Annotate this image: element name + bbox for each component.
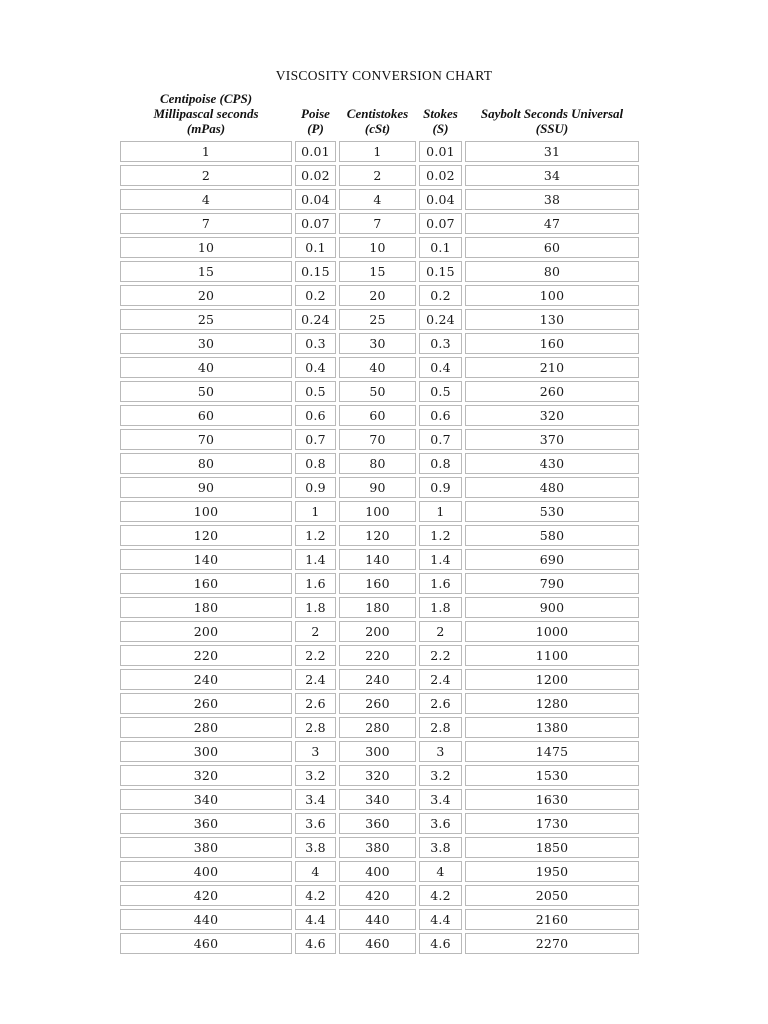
poise-cell: 2 [295, 621, 336, 642]
table-row [120, 621, 639, 642]
viscosity-table [117, 88, 642, 957]
centipoise-cell: 80 [120, 453, 292, 474]
saybolt-cell: 160 [465, 333, 639, 354]
table-row [120, 861, 639, 882]
table-row [120, 669, 639, 690]
table-row [120, 285, 639, 306]
saybolt-cell: 1000 [465, 621, 639, 642]
centipoise-cell: 280 [120, 717, 292, 738]
table-row [120, 357, 639, 378]
table-row [120, 405, 639, 426]
centistokes-cell: 20 [339, 285, 416, 306]
poise-cell: 0.6 [295, 405, 336, 426]
centistokes-cell: 90 [339, 477, 416, 498]
centipoise-cell: 160 [120, 573, 292, 594]
poise-cell: 0.07 [295, 213, 336, 234]
stokes-cell: 0.07 [419, 213, 462, 234]
centipoise-cell: 2 [120, 165, 292, 186]
centipoise-cell: 7 [120, 213, 292, 234]
stokes-cell: 0.4 [419, 357, 462, 378]
stokes-cell: 2.2 [419, 645, 462, 666]
stokes-cell: 4.6 [419, 933, 462, 954]
centipoise-cell: 10 [120, 237, 292, 258]
table-row [120, 213, 639, 234]
centipoise-cell: 240 [120, 669, 292, 690]
saybolt-cell: 1380 [465, 717, 639, 738]
stokes-cell: 2 [419, 621, 462, 642]
saybolt-cell: 580 [465, 525, 639, 546]
centistokes-cell: 1 [339, 141, 416, 162]
saybolt-cell: 430 [465, 453, 639, 474]
stokes-cell: 0.2 [419, 285, 462, 306]
poise-cell: 3.8 [295, 837, 336, 858]
centistokes-cell: 2 [339, 165, 416, 186]
stokes-cell: 3.8 [419, 837, 462, 858]
stokes-cell: 0.5 [419, 381, 462, 402]
saybolt-cell: 530 [465, 501, 639, 522]
centipoise-cell: 50 [120, 381, 292, 402]
stokes-cell: 1.6 [419, 573, 462, 594]
centipoise-cell: 320 [120, 765, 292, 786]
saybolt-cell: 480 [465, 477, 639, 498]
header-line: (P) [307, 121, 324, 136]
poise-cell: 0.7 [295, 429, 336, 450]
poise-cell: 0.24 [295, 309, 336, 330]
centipoise-cell: 460 [120, 933, 292, 954]
centistokes-cell: 180 [339, 597, 416, 618]
table-row [120, 189, 639, 210]
header-line: Centistokes [346, 106, 409, 121]
poise-cell: 0.9 [295, 477, 336, 498]
stokes-cell: 4 [419, 861, 462, 882]
saybolt-cell: 790 [465, 573, 639, 594]
stokes-cell: 3.2 [419, 765, 462, 786]
saybolt-cell: 260 [465, 381, 639, 402]
poise-cell: 1.4 [295, 549, 336, 570]
saybolt-cell: 1950 [465, 861, 639, 882]
centistokes-cell: 340 [339, 789, 416, 810]
poise-cell: 0.3 [295, 333, 336, 354]
saybolt-cell: 1730 [465, 813, 639, 834]
saybolt-cell: 900 [465, 597, 639, 618]
table-row [120, 885, 639, 906]
centipoise-cell: 200 [120, 621, 292, 642]
saybolt-cell: 1630 [465, 789, 639, 810]
centistokes-cell: 260 [339, 693, 416, 714]
poise-cell: 0.01 [295, 141, 336, 162]
poise-cell: 0.02 [295, 165, 336, 186]
stokes-cell: 1.2 [419, 525, 462, 546]
table-row [120, 573, 639, 594]
centistokes-cell: 420 [339, 885, 416, 906]
saybolt-cell: 690 [465, 549, 639, 570]
centipoise-cell: 340 [120, 789, 292, 810]
poise-cell: 0.15 [295, 261, 336, 282]
centistokes-cell: 200 [339, 621, 416, 642]
poise-cell: 0.8 [295, 453, 336, 474]
header-line: (SSU) [535, 121, 569, 136]
header-poise [295, 91, 336, 138]
centistokes-cell: 80 [339, 453, 416, 474]
header-line: (cSt) [364, 121, 391, 136]
table-row [120, 645, 639, 666]
saybolt-cell: 2270 [465, 933, 639, 954]
centipoise-cell: 60 [120, 405, 292, 426]
table-row [120, 477, 639, 498]
table-row [120, 141, 639, 162]
table-row [120, 741, 639, 762]
centistokes-cell: 380 [339, 837, 416, 858]
table-row [120, 165, 639, 186]
stokes-cell: 1 [419, 501, 462, 522]
poise-cell: 4.4 [295, 909, 336, 930]
saybolt-cell: 2050 [465, 885, 639, 906]
table-row [120, 333, 639, 354]
centipoise-cell: 30 [120, 333, 292, 354]
table-row [120, 909, 639, 930]
table-row [120, 501, 639, 522]
table-row [120, 381, 639, 402]
centistokes-cell: 40 [339, 357, 416, 378]
stokes-cell: 3 [419, 741, 462, 762]
saybolt-cell: 1530 [465, 765, 639, 786]
table-body [120, 141, 639, 954]
centistokes-cell: 120 [339, 525, 416, 546]
header-line: Stokes [423, 106, 458, 121]
centistokes-cell: 240 [339, 669, 416, 690]
centipoise-cell: 1 [120, 141, 292, 162]
saybolt-cell: 31 [465, 141, 639, 162]
stokes-cell: 0.24 [419, 309, 462, 330]
stokes-cell: 0.04 [419, 189, 462, 210]
header-stokes [419, 91, 462, 138]
centipoise-cell: 120 [120, 525, 292, 546]
poise-cell: 3.6 [295, 813, 336, 834]
saybolt-cell: 38 [465, 189, 639, 210]
poise-cell: 3 [295, 741, 336, 762]
centipoise-cell: 180 [120, 597, 292, 618]
saybolt-cell: 320 [465, 405, 639, 426]
header-centistokes [339, 91, 416, 138]
table-row [120, 453, 639, 474]
poise-cell: 2.2 [295, 645, 336, 666]
table-row [120, 837, 639, 858]
poise-cell: 0.1 [295, 237, 336, 258]
header-line: Centipoise (CPS) [159, 91, 253, 106]
poise-cell: 4.6 [295, 933, 336, 954]
centistokes-cell: 4 [339, 189, 416, 210]
saybolt-cell: 1850 [465, 837, 639, 858]
table-row [120, 813, 639, 834]
saybolt-cell: 100 [465, 285, 639, 306]
header-line: (S) [432, 121, 449, 136]
stokes-cell: 0.3 [419, 333, 462, 354]
centistokes-cell: 10 [339, 237, 416, 258]
table-row [120, 429, 639, 450]
header-saybolt [465, 91, 639, 138]
stokes-cell: 0.9 [419, 477, 462, 498]
stokes-cell: 2.6 [419, 693, 462, 714]
stokes-cell: 2.8 [419, 717, 462, 738]
centipoise-cell: 90 [120, 477, 292, 498]
centistokes-cell: 30 [339, 333, 416, 354]
header-line: Saybolt Seconds Universal [480, 106, 624, 121]
saybolt-cell: 60 [465, 237, 639, 258]
saybolt-cell: 1475 [465, 741, 639, 762]
saybolt-cell: 47 [465, 213, 639, 234]
header-line: (mPas) [186, 121, 226, 136]
centistokes-cell: 140 [339, 549, 416, 570]
centipoise-cell: 40 [120, 357, 292, 378]
table-row [120, 597, 639, 618]
saybolt-cell: 1280 [465, 693, 639, 714]
table-row [120, 765, 639, 786]
poise-cell: 1.2 [295, 525, 336, 546]
stokes-cell: 3.6 [419, 813, 462, 834]
stokes-cell: 0.01 [419, 141, 462, 162]
table-row [120, 789, 639, 810]
saybolt-cell: 2160 [465, 909, 639, 930]
stokes-cell: 0.15 [419, 261, 462, 282]
centistokes-cell: 220 [339, 645, 416, 666]
centistokes-cell: 50 [339, 381, 416, 402]
centipoise-cell: 4 [120, 189, 292, 210]
centipoise-cell: 70 [120, 429, 292, 450]
poise-cell: 3.2 [295, 765, 336, 786]
poise-cell: 0.5 [295, 381, 336, 402]
header-centipoise [120, 91, 292, 138]
table-row [120, 261, 639, 282]
centipoise-cell: 20 [120, 285, 292, 306]
header-line: Millipascal seconds [153, 106, 259, 121]
stokes-cell: 4.4 [419, 909, 462, 930]
stokes-cell: 0.1 [419, 237, 462, 258]
centipoise-cell: 420 [120, 885, 292, 906]
header-line: Poise [301, 106, 330, 121]
header-row [120, 91, 639, 138]
centipoise-cell: 25 [120, 309, 292, 330]
centipoise-cell: 140 [120, 549, 292, 570]
centistokes-cell: 60 [339, 405, 416, 426]
centipoise-cell: 15 [120, 261, 292, 282]
stokes-cell: 0.02 [419, 165, 462, 186]
stokes-cell: 4.2 [419, 885, 462, 906]
centistokes-cell: 280 [339, 717, 416, 738]
centistokes-cell: 70 [339, 429, 416, 450]
poise-cell: 0.4 [295, 357, 336, 378]
saybolt-cell: 130 [465, 309, 639, 330]
saybolt-cell: 1200 [465, 669, 639, 690]
poise-cell: 2.8 [295, 717, 336, 738]
saybolt-cell: 1100 [465, 645, 639, 666]
centistokes-cell: 160 [339, 573, 416, 594]
centistokes-cell: 300 [339, 741, 416, 762]
poise-cell: 0.04 [295, 189, 336, 210]
table-row [120, 717, 639, 738]
centipoise-cell: 100 [120, 501, 292, 522]
centipoise-cell: 400 [120, 861, 292, 882]
page-title: VISCOSITY CONVERSION CHART [275, 68, 493, 83]
saybolt-cell: 34 [465, 165, 639, 186]
centistokes-cell: 320 [339, 765, 416, 786]
centistokes-cell: 440 [339, 909, 416, 930]
centistokes-cell: 360 [339, 813, 416, 834]
poise-cell: 0.2 [295, 285, 336, 306]
stokes-cell: 2.4 [419, 669, 462, 690]
table-row [120, 237, 639, 258]
table-row [120, 309, 639, 330]
table-row [120, 693, 639, 714]
poise-cell: 1.8 [295, 597, 336, 618]
table-row [120, 549, 639, 570]
stokes-cell: 3.4 [419, 789, 462, 810]
poise-cell: 4 [295, 861, 336, 882]
saybolt-cell: 80 [465, 261, 639, 282]
centipoise-cell: 260 [120, 693, 292, 714]
centistokes-cell: 400 [339, 861, 416, 882]
centipoise-cell: 440 [120, 909, 292, 930]
poise-cell: 1.6 [295, 573, 336, 594]
poise-cell: 2.6 [295, 693, 336, 714]
saybolt-cell: 370 [465, 429, 639, 450]
centipoise-cell: 380 [120, 837, 292, 858]
centipoise-cell: 220 [120, 645, 292, 666]
poise-cell: 1 [295, 501, 336, 522]
poise-cell: 2.4 [295, 669, 336, 690]
centipoise-cell: 360 [120, 813, 292, 834]
stokes-cell: 0.8 [419, 453, 462, 474]
stokes-cell: 0.6 [419, 405, 462, 426]
poise-cell: 4.2 [295, 885, 336, 906]
stokes-cell: 1.8 [419, 597, 462, 618]
centistokes-cell: 7 [339, 213, 416, 234]
stokes-cell: 1.4 [419, 549, 462, 570]
centipoise-cell: 300 [120, 741, 292, 762]
centistokes-cell: 100 [339, 501, 416, 522]
stokes-cell: 0.7 [419, 429, 462, 450]
table-row [120, 933, 639, 954]
table-row [120, 525, 639, 546]
poise-cell: 3.4 [295, 789, 336, 810]
centistokes-cell: 25 [339, 309, 416, 330]
centistokes-cell: 460 [339, 933, 416, 954]
saybolt-cell: 210 [465, 357, 639, 378]
centistokes-cell: 15 [339, 261, 416, 282]
